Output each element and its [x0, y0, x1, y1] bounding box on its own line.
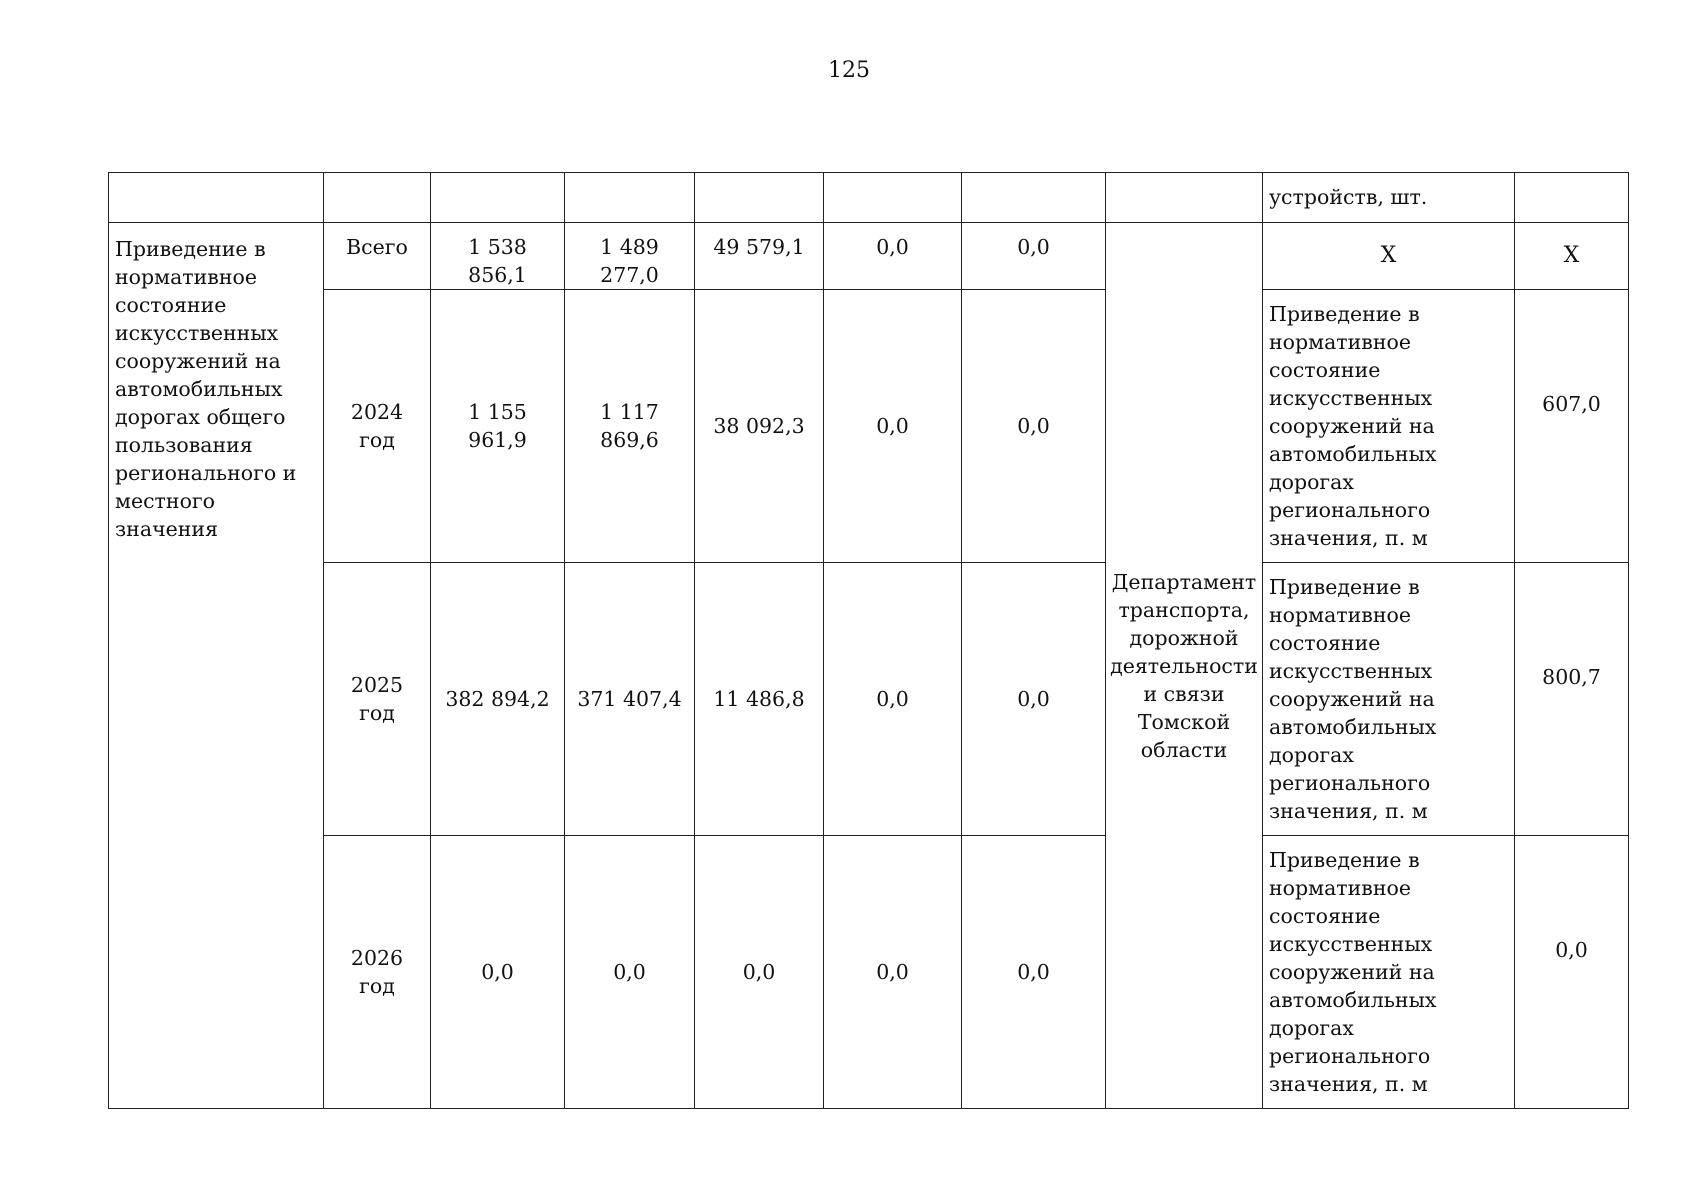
funding-col5-cell: 0,0 [824, 290, 962, 563]
regional-budget-cell: 0,0 [565, 836, 695, 1109]
empty-cell [962, 173, 1106, 223]
regional-budget-cell: 1 489 277,0 [565, 223, 695, 290]
regional-budget-cell: 1 117 869,6 [565, 290, 695, 563]
empty-cell [565, 173, 695, 223]
funding-col6-cell: 0,0 [962, 223, 1106, 290]
funding-col6-cell: 0,0 [962, 836, 1106, 1109]
local-budget-cell: 11 486,8 [695, 563, 824, 836]
table-row-2026 [109, 836, 1629, 1109]
regional-budget-cell: 371 407,4 [565, 563, 695, 836]
task-name-cell: Приведение в нормативное состояние искусственных сооружений на автомобильных дорогах общего пользования регионального и местного значения [109, 223, 324, 1109]
indicator-cell: Х [1263, 223, 1515, 290]
table-row-2025 [109, 563, 1629, 836]
local-budget-cell: 49 579,1 [695, 223, 824, 290]
empty-cell [695, 173, 824, 223]
empty-cell [1106, 173, 1263, 223]
funding-col5-cell: 0,0 [824, 223, 962, 290]
local-budget-cell: 38 092,3 [695, 290, 824, 563]
indicator-value-cell: 607,0 [1515, 290, 1629, 563]
funding-col5-cell: 0,0 [824, 836, 962, 1109]
empty-cell [824, 173, 962, 223]
empty-cell [109, 173, 324, 223]
period-cell: 2025 год [324, 563, 431, 836]
page-number: 125 [828, 58, 870, 83]
period-cell: Всего [324, 223, 431, 290]
total-cell: 1 155 961,9 [431, 290, 565, 563]
funding-col6-cell: 0,0 [962, 563, 1106, 836]
local-budget-cell: 0,0 [695, 836, 824, 1109]
indicator-cell: Приведение в нормативное состояние искусственных сооружений на автомобильных дорогах регионального значения, п. м [1263, 836, 1515, 1109]
continuation-row [109, 173, 1629, 223]
budget-table [108, 172, 1629, 1109]
executor-cell: Департамент транспорта, дорожной деятельности и связи Томской области [1106, 223, 1263, 1109]
funding-col6-cell: 0,0 [962, 290, 1106, 563]
period-cell: 2026 год [324, 836, 431, 1109]
period-cell: 2024 год [324, 290, 431, 563]
empty-cell [324, 173, 431, 223]
total-cell: 382 894,2 [431, 563, 565, 836]
indicator-value-cell: 0,0 [1515, 836, 1629, 1109]
table-row-2024 [109, 290, 1629, 563]
indicator-value-cell: 800,7 [1515, 563, 1629, 836]
empty-cell [1515, 173, 1629, 223]
indicator-value-cell: Х [1515, 223, 1629, 290]
total-cell: 1 538 856,1 [431, 223, 565, 290]
total-cell: 0,0 [431, 836, 565, 1109]
funding-col5-cell: 0,0 [824, 563, 962, 836]
empty-cell [431, 173, 565, 223]
indicator-cell: Приведение в нормативное состояние искусственных сооружений на автомобильных дорогах регионального значения, п. м [1263, 290, 1515, 563]
indicator-cell: Приведение в нормативное состояние искусственных сооружений на автомобильных дорогах регионального значения, п. м [1263, 563, 1515, 836]
indicator-cell: устройств, шт. [1263, 173, 1515, 223]
table-row-total [109, 223, 1629, 290]
